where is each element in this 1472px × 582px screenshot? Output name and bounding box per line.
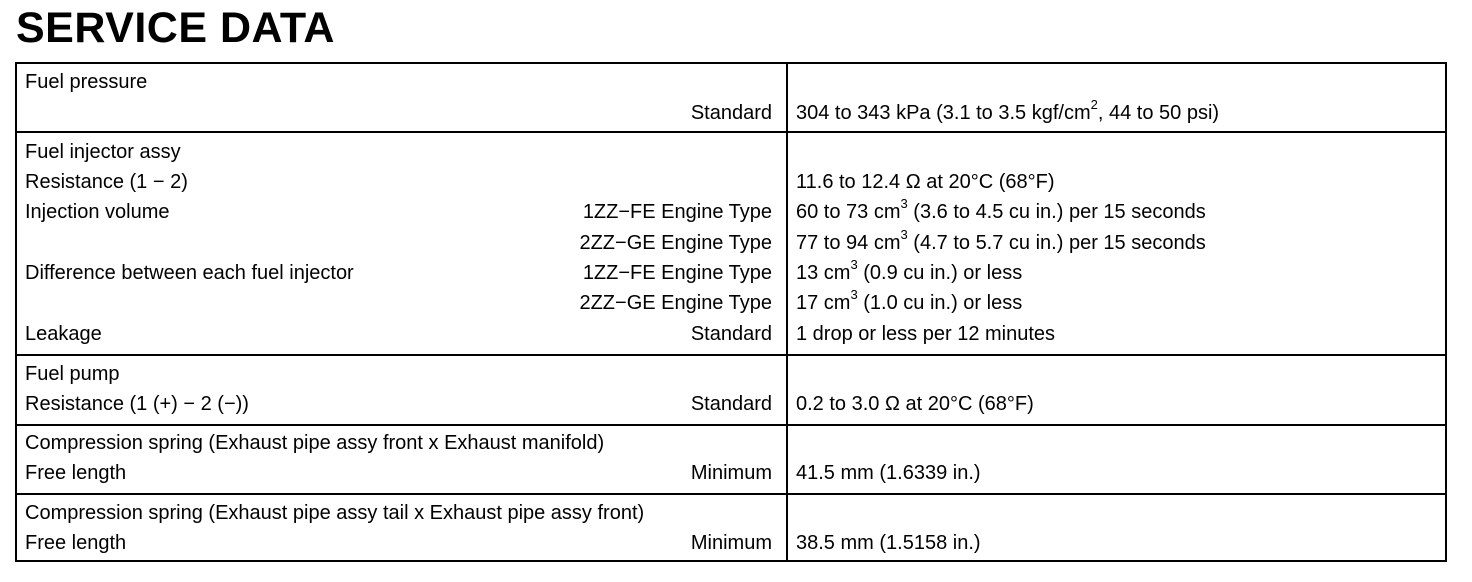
row-parameter: Leakage <box>25 323 102 345</box>
section-heading-fuel-pressure: Fuel pressure <box>25 71 148 93</box>
row-condition: Standard <box>690 102 772 124</box>
row-condition: Standard <box>690 393 772 415</box>
row-value: 304 to 343 kPa (3.1 to 3.5 kgf/$cm^2$, 44 to 50 psi) <box>796 97 1220 124</box>
row-condition: Minimum <box>690 532 772 554</box>
row-value: 13 $cm^3$ (0.9 cu in.) or less <box>796 257 1023 284</box>
row-value: 60 to 73 $cm^3$ (3.6 to 4.5 cu in.) per 15 seconds <box>796 196 1206 223</box>
row-condition: 1ZZ−FE Engine Type <box>582 262 772 284</box>
row-value: 17 $cm^3$ (1.0 cu in.) or less <box>796 287 1023 314</box>
service-data-table <box>15 62 1447 562</box>
row-parameter: Resistance (1 − 2) <box>25 171 188 193</box>
row-parameter: Resistance (1 (+) − 2 (−)) <box>25 393 249 415</box>
section-divider <box>17 424 1445 426</box>
row-parameter: Free length <box>25 532 127 554</box>
section-heading-compression-spring-tail: Compression spring (Exhaust pipe assy tail x Exhaust pipe assy front) <box>25 502 645 524</box>
row-value: 77 to 94 $cm^3$ (4.7 to 5.7 cu in.) per 15 seconds <box>796 227 1206 254</box>
column-divider <box>786 64 788 560</box>
page-title: SERVICE DATA <box>16 4 335 52</box>
row-condition: 1ZZ−FE Engine Type <box>582 201 772 223</box>
row-condition: Minimum <box>690 462 772 484</box>
row-condition: Standard <box>690 323 772 345</box>
row-parameter: Free length <box>25 462 127 484</box>
row-value: 1 drop or less per 12 minutes <box>796 323 1056 345</box>
section-heading-fuel-injector: Fuel injector assy <box>25 141 181 163</box>
section-heading-compression-spring-front: Compression spring (Exhaust pipe assy front x Exhaust manifold) <box>25 432 605 454</box>
section-divider <box>17 131 1445 133</box>
row-condition: 2ZZ−GE Engine Type <box>579 292 772 314</box>
section-heading-fuel-pump: Fuel pump <box>25 363 120 385</box>
row-value: 38.5 mm (1.5158 in.) <box>796 532 981 554</box>
row-value: 41.5 mm (1.6339 in.) <box>796 462 981 484</box>
row-parameter: Difference between each fuel injector <box>25 262 354 284</box>
row-value: 11.6 to 12.4 Ω at 20°C (68°F) <box>796 171 1055 193</box>
row-condition: 2ZZ−GE Engine Type <box>579 232 772 254</box>
row-parameter: Injection volume <box>25 201 170 223</box>
section-divider <box>17 354 1445 356</box>
row-value: 0.2 to 3.0 Ω at 20°C (68°F) <box>796 393 1034 415</box>
section-divider <box>17 493 1445 495</box>
